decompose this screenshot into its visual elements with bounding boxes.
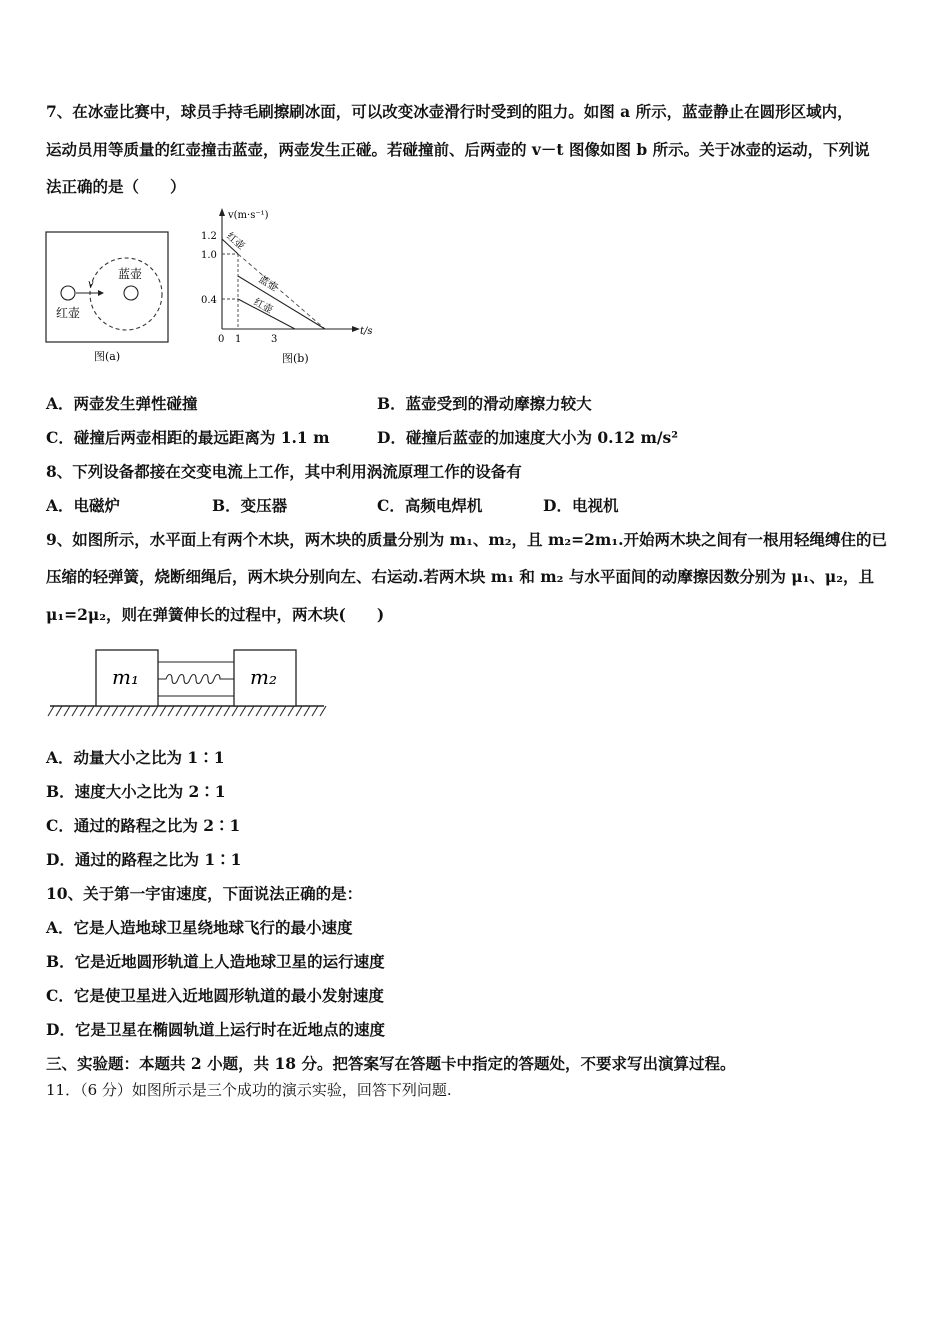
- q10-option-d: D．它是卫星在椭圆轨道上运行时在近地点的速度: [46, 1020, 385, 1039]
- x-axis-label: t/s: [360, 326, 373, 337]
- y-tick-0.4: 0.4: [201, 295, 217, 306]
- figure-b-caption: 图(b): [282, 352, 309, 365]
- q7-stem-line3: 法正确的是（ ）: [46, 177, 186, 196]
- q8-option-b: B．变压器: [212, 496, 288, 515]
- q10-option-c: C．它是使卫星进入近地圆形轨道的最小发射速度: [46, 986, 384, 1005]
- q7-option-a: A．两壶发生弹性碰撞: [46, 394, 198, 413]
- q9-option-d: D．通过的路程之比为 1∶1: [46, 850, 242, 869]
- q7-stem-line1: 7、在冰壶比赛中，球员手持毛刷擦刷冰面，可以改变冰壶滑行时受到的阻力。如图 a 所示，蓝壶静止在圆形区域内，: [46, 102, 853, 121]
- q10-option-a: A．它是人造地球卫星绕地球飞行的最小速度: [46, 918, 353, 937]
- block-m2-label: m₂: [250, 665, 277, 689]
- q10-stem: 10、关于第一宇宙速度，下面说法正确的是：: [46, 884, 363, 903]
- section-3-heading: 三、实验题：本题共 2 小题，共 18 分。把答案写在答题卡中指定的答题处，不要求写出演算过程。: [46, 1054, 736, 1073]
- q8-stem: 8、下列设备都接在交变电流上工作，其中利用涡流原理工作的设备有: [46, 462, 522, 481]
- q10-option-b: B．它是近地圆形轨道上人造地球卫星的运行速度: [46, 952, 385, 971]
- q9-option-b: B．速度大小之比为 2∶1: [46, 782, 226, 801]
- red-stone-label: 红壶: [56, 306, 81, 320]
- spring: [158, 675, 234, 684]
- x-tick-1: 1: [235, 334, 242, 345]
- q7-figure-a: [40, 226, 180, 368]
- q9-option-a: A．动量大小之比为 1∶1: [46, 748, 225, 767]
- q7-figure-b: [196, 204, 382, 370]
- blue-stone-circle: [124, 286, 138, 300]
- q7-option-d: D．碰撞后蓝壶的加速度大小为 0.12 m/s²: [377, 428, 679, 447]
- q9-stem-line2: 压缩的轻弹簧，烧断细绳后，两木块分别向左、右运动.若两木块 m₁ 和 m₂ 与水平面间的动摩擦因数分别为 μ₁、μ₂，且: [46, 567, 875, 586]
- red-extrapolated-line: [238, 254, 325, 329]
- x-tick-0: 0: [218, 334, 225, 345]
- q9-stem-line3: μ₁=2μ₂，则在弹簧伸长的过程中，两木块( ): [46, 605, 385, 624]
- q8-option-d: D．电视机: [543, 496, 619, 515]
- q7-option-b: B．蓝壶受到的滑动摩擦力较大: [377, 394, 592, 413]
- q11-stem: 11．（6 分）如图所示是三个成功的演示实验，回答下列问题.: [46, 1081, 452, 1099]
- red-after-curve-label: 红壶: [251, 296, 275, 317]
- q9-figure-blocks-spring: [46, 640, 330, 726]
- y-axis-label: v(m·s⁻¹): [228, 210, 269, 221]
- q9-option-c: C．通过的路程之比为 2∶1: [46, 816, 241, 835]
- figure-a-caption: 图(a): [94, 350, 121, 363]
- q7-stem-line2: 运动员用等质量的红壶撞击蓝壶，两壶发生正碰。若碰撞前、后两壶的 v－t 图像如图 b 所示。关于冰壶的运动，下列说: [46, 140, 870, 159]
- block-m1-label: m₁: [112, 665, 139, 689]
- y-tick-1.0: 1.0: [201, 250, 217, 261]
- y-tick-1.2: 1.2: [201, 231, 217, 242]
- q8-option-a: A．电磁炉: [46, 496, 121, 515]
- velocity-label: v: [88, 279, 94, 290]
- x-tick-3: 3: [271, 334, 278, 345]
- blue-stone-label: 蓝壶: [118, 267, 143, 281]
- q7-option-c: C．碰撞后两壶相距的最远距离为 1.1 m: [46, 428, 330, 447]
- blue-curve-label: 蓝壶: [256, 274, 280, 294]
- q8-option-c: C．高频电焊机: [377, 496, 483, 515]
- q9-stem-line1: 9、如图所示，水平面上有两个木块，两木块的质量分别为 m₁、m₂，且 m₂=2m₁.开始两木块之间有一根用轻绳缚住的已: [46, 530, 888, 549]
- blue-after-line: [238, 276, 325, 329]
- red-curve-label: 红壶: [224, 230, 247, 253]
- red-stone-circle: [61, 286, 75, 300]
